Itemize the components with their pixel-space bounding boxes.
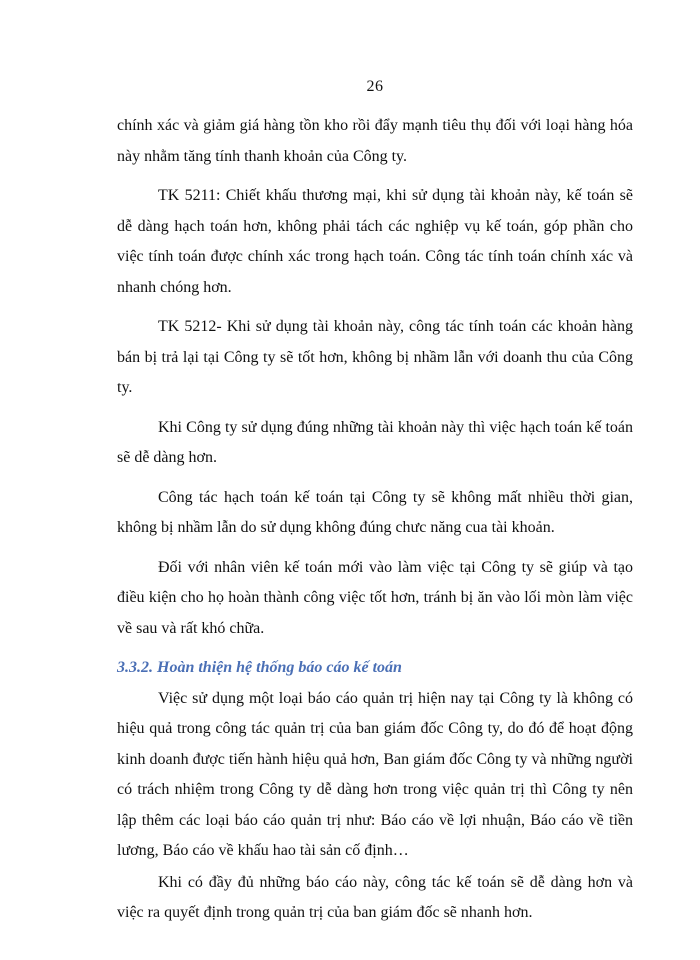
body-text [117, 111, 633, 938]
paragraph: Khi có đầy đủ những báo cáo này, công tác kế toán sẽ dễ dàng hơn và việc ra quyết định trong quản trị của ban giám đốc sẽ nhanh hơn. [117, 873, 633, 921]
paragraph: Việc sử dụng một loại báo cáo quản trị hiện nay tại Công ty là không có hiệu quả trong công tác quản trị của ban giám đốc Công ty, do đó để hoạt động kinh doanh được tiến hành hiệu quả hơn, Ban giám đốc Công ty và những người có trách nhiệm trong Công ty dễ dàng hơn trong việc quản trị thì Công ty nên lập thêm các loại báo cáo quản trị như: Báo cáo về lợi nhuận, Báo cáo về tiền lương, Báo cáo về khấu hao tài sản cố định… [117, 689, 633, 859]
paragraph: Đối với nhân viên kế toán mới vào làm việc tại Công ty sẽ giúp và tạo điều kiện cho họ hoàn thành công việc tốt hơn, tránh bị ăn vào lối mòn làm việc về sau và rất khó chữa. [117, 558, 633, 637]
paragraph: Công tác hạch toán kế toán tại Công ty sẽ không mất nhiều thời gian, không bị nhầm lẫn do sử dụng không đúng chưc năng cua tài khoản. [117, 488, 633, 536]
section-heading: 3.3.2. Hoàn thiện hệ thống báo cáo kế toán [117, 659, 402, 676]
paragraph: Khi Công ty sử dụng đúng những tài khoản này thì việc hạch toán kế toán sẽ dễ dàng hơn. [117, 418, 633, 466]
paragraph: TK 5212- Khi sử dụng tài khoản này, công tác tính toán các khoản hàng bán bị trả lại tại Công ty sẽ tốt hơn, không bị nhầm lẫn với doanh thu của Công ty. [117, 318, 633, 396]
paragraph: TK 5211: Chiết khấu thương mại, khi sử dụng tài khoản này, kế toán sẽ dễ dàng hạch toán hơn, không phải tách các nghiệp vụ kế toán, góp phần cho việc tính toán được chính xác trong hạch toán. Công tác tính toán chính xác và nhanh chóng hơn. [117, 187, 633, 296]
page-number: 26 [366, 78, 384, 95]
paragraph: chính xác và giảm giá hàng tồn kho rồi đẩy mạnh tiêu thụ đối với loại hàng hóa này nhằm tăng tính thanh khoản của Công ty. [117, 117, 633, 165]
